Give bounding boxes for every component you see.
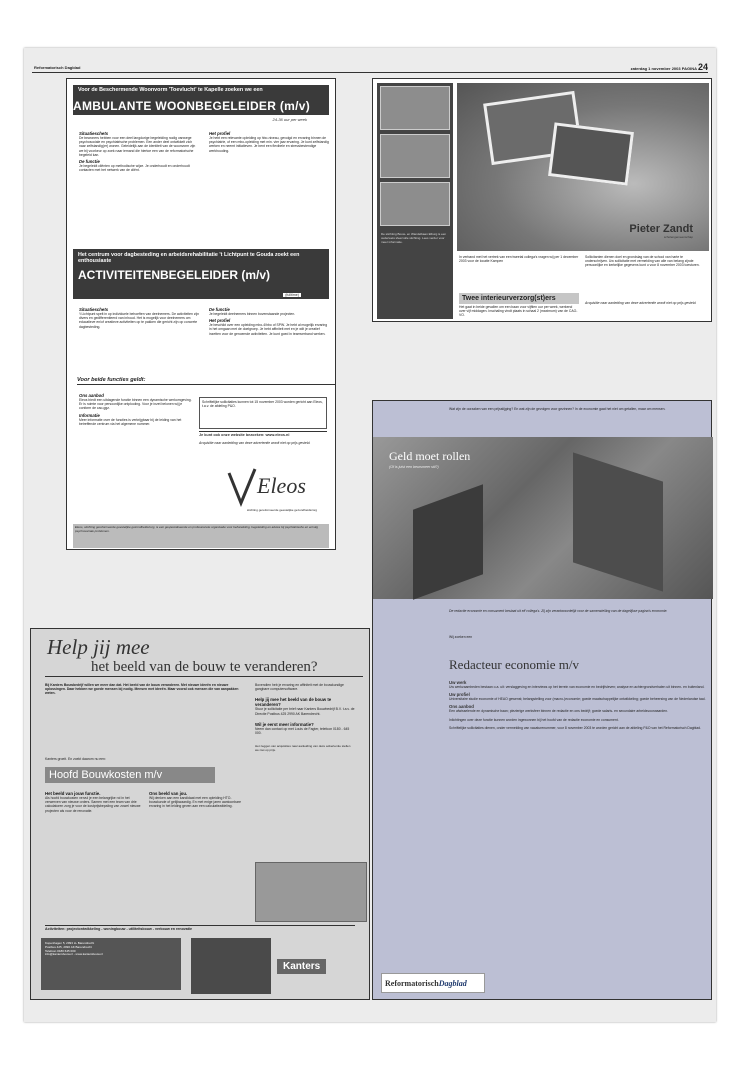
photo-subtitle: (Of is juist een beursmeer stil?) [389, 465, 439, 469]
ad-intro: Voor de Beschermende Woonvorm 'Toevlucht' te Kapelle zoeken we een [73, 85, 329, 107]
vacancy-details [449, 677, 707, 730]
section-heading: Het profiel [209, 318, 231, 324]
caption-right: In verband met het vertrek van een tweetal collega's vragen wij per 1 december 2003 voor de locatie Kampen [459, 255, 579, 264]
section-text: Neem dan contact op met Louis de Fagter, telefoon 0180 - 645 000. [255, 726, 350, 736]
section-heading: Wil je eerst meer informatie? [255, 721, 314, 727]
left-col [79, 129, 199, 172]
section-text: Je begeleidt deelnemers binnen bovenstaande projecten. [209, 312, 296, 316]
activities-line: Activiteiten: projectontwikkeling - woningbouw - utiliteitsbouw - verbouw en renovatie [45, 925, 355, 931]
ad-intro-2: Het centrum voor dagbesteding en arbeidsrehabilitatie 't Lichtpunt te Gouda zoekt een enthousiaste [78, 252, 300, 264]
section-heading: De functie [79, 159, 100, 165]
section-text: Stuur je sollicitatie per brief naar Kanters Bouwbedrijf B.V. t.a.v. de Directie Postbus 425 2990 AK Barendrecht. [255, 707, 355, 716]
address-block: Kopenhagen 5, 2993 LL Barendrecht Postbus 425, 2990 AK Barendrecht Telefoon 0180 645 000 info@kantersbouw.nl - www.kantersbouw.nl [41, 938, 181, 990]
acquisition-note: Het zeggen van acquisities naar aanleiding van deze advertentie stellen we niet op prijs. [255, 744, 351, 753]
sub-headline: het beeld van de bouw te veranderen? [91, 659, 318, 675]
rd-lead: De redactie economie en consument bestaat uit elf collega's. Zij zijn verantwoordelijk voor de samenstelling van de dagelijkse pagina's economie. [449, 609, 668, 613]
eleos-v-icon [227, 467, 257, 507]
section-text: Meer informatie over de functies is verkrijgbaar bij de leiding van het betreffende centrum via het algemene nummer. [79, 417, 182, 426]
kanters-col-3 [255, 683, 355, 753]
website-link[interactable]: Je kunt ook onze website bezoeken: www.eleos.nl [199, 431, 327, 437]
section-text: De bewoners hebben voor een deel langdurige begeleiding nodig vanwege psychosociale en psychiatrische problemen. Een ander deel ontwikkelt zich naar zelfstandig(er) wonen. Geleidelijk aan de identiteit van de woonvorm zijn we bij voorkeur op zoek naar iemand die hiertoe een van de reformatorische begeleid kan. [79, 136, 196, 157]
kanters-ad [30, 628, 370, 1000]
section-text: Een afwisselende en dynamische baan; plezierige werksfeer binnen de redactie en ons bedrijf; goede salaris- en secundaire arbeidsvoorwaarden. [449, 709, 669, 714]
brand-logo: Pieter Zandt scholengemeenschap [629, 223, 693, 239]
page-number: 24 [697, 62, 708, 72]
vacancy-title: Hoofd Bouwkosten m/v [45, 767, 215, 783]
section-text: 't Lichtpunt spelt in op individuele behoeften van deelnemers. De activiteiten zijn divers en gedifferentieerd van inhoud. Het is mogelijk voor deelnemers om educatieve en/of creatieve activiteiten op te pakken die gericht zijn op concrete dagbesteding. [79, 312, 199, 329]
eleos-ad [66, 78, 336, 550]
page-date: zaterdag 1 november 2003 PAGINA 24 [630, 62, 708, 72]
acquisition-note: Acquisitie naar aanleiding van deze advertentie wordt niet op prijs gesteld. [585, 301, 697, 305]
right-col-2 [209, 305, 329, 336]
section-heading: Ons beeld van jou. [149, 791, 188, 796]
section-heading: Uw werk [449, 680, 467, 685]
body-text: Het gaat in beide gevallen om een baan voor vijftien uur per week, werkend over vijf middagen. Inschaling vindt plaats in schaal 2 (maximum) van de CAO-VO. [459, 305, 578, 318]
shelf-shape [413, 484, 483, 599]
section-text: Je begeleidt cliënten op methodische wijze. Je onderhoudt en onderhoudt contacten met het netwerk van de cliënt. [79, 164, 190, 173]
section-text: Universitaire studie economie of HEAO gewenst; belangstelling voor (macro-)economie; goede maatschappelijke ontwikkeling; goede beheersing van de Nederlandse taal. [449, 697, 706, 702]
we-seek: Wij zoeken een [449, 635, 473, 639]
thumbnail-photo [380, 86, 450, 130]
section-heading: Het profiel [209, 131, 231, 136]
section-heading: Het beeld van jouw functie. [45, 791, 101, 796]
body-text-2: Sollicitanten dienen doel en grondslag van de school van harte te onderschrijven. Uw sollicitatie met vermelding van alle van belang zijnde persoonlijke en kerkelijke gegevens kunt u voor 8 november 2003 toesturen. [585, 255, 700, 268]
right-col [209, 129, 329, 153]
section-heading: Help jij mee het beeld van de bouw te veranderen? [255, 697, 332, 708]
kanters-col-1 [45, 789, 141, 813]
section-heading: Situatieschets [79, 131, 109, 136]
rd-intro: Wat zijn de oorzaken van een prijsstijging? En wat zijn de gevolgen voor gezinnen? In de economie gaat het niet om getallen, maar om mensen. [449, 407, 666, 411]
section-text: Bovendien heb je ervaring en affiniteit met de bouwkundige gangbare computersoftware. [255, 683, 344, 692]
fulltime-label: (fulltime) [285, 293, 299, 297]
newspaper-page [24, 48, 716, 1022]
building-photo [255, 862, 367, 922]
supermarket-photo [373, 437, 713, 599]
ad-title: AMBULANTE WOONBEGELEIDER (m/v) [73, 99, 310, 113]
left-col-3 [79, 391, 193, 426]
section-heading: De functie [209, 307, 230, 312]
title-band-2 [73, 249, 329, 299]
growing-text: Kanters groeit. En zoekt daarom nu een: [45, 757, 106, 761]
caption-left: De stichting Bouw- en Wandelbaan Elburg is een ouderwets sfeervolle stichting. Lees verder voor meer informatie. [381, 232, 447, 244]
thumbnail-photo [380, 182, 450, 226]
reformatorisch-dagblad-ad [372, 400, 712, 1000]
shelf-shape [573, 452, 663, 591]
eleos-logo [227, 467, 337, 517]
photo-frame [548, 122, 634, 185]
rd-logo: ReformatorischDagblad [381, 973, 485, 993]
header-rule [32, 72, 708, 73]
ad-title-2: ACTIVITEITENBEGELEIDER (m/v) [78, 268, 271, 282]
photo-title: Geld moet rollen [389, 449, 471, 463]
headline: Help jij mee [47, 635, 150, 659]
logo-text: Eleos [257, 473, 306, 498]
section-heading: Uw profiel [449, 692, 470, 698]
photo-column [377, 83, 453, 319]
acquisition-note: Acquisitie naar aanleiding van deze advertentie wordt niet op prijs gesteld. [199, 441, 311, 445]
headline-rule [45, 676, 363, 677]
main-photo [457, 83, 709, 251]
section-text: Uw werkzaamheden bestaan o.a. uit: verslaggeving en interviews op het terrein van economie en bedrijfsleven; analyse en achtergrondverhalen uit binnen- en buitenland. [449, 685, 705, 689]
job-title: Twee interieurverzorg(st)ers [459, 293, 579, 304]
section-heading: Ons aanbod [79, 393, 104, 398]
kanters-logo: Kanters [277, 959, 326, 974]
both-functions-heading: Voor beide functies geldt: [77, 377, 335, 385]
application-box: Schriftelijke sollicitaties kunnen tot 15 november 2003 worden gericht aan Eleos, t.a.v. de afdeling P&O. [199, 397, 327, 429]
info-text: Inlichtingen over deze functie kunnen worden ingewonnen bij het hoofd van de redactie economie en consument. [449, 717, 619, 722]
section-text: Eleos biedt een uitdagende functie binnen een dynamische werkomgeving. Er is ruimte voor persoonlijke ontplooiing. Voor je inzet belonen wij je conform de cao-ggz. [79, 398, 192, 411]
hours: 24-36 uur per week [272, 117, 307, 122]
pieter-zandt-ad [372, 78, 712, 322]
section-text: Wij denken aan een kandidaat met een opleiding HTO-bouwkunde of gelijkwaardig. En met enige jaren aantoonbare ervaring in het leiding geven aan een calculatieafdeling. [149, 796, 241, 809]
kanters-col-2 [149, 789, 245, 809]
intro-text: Bij Kanters Bouwbedrijf willen we meer dan dat. Het beeld van de bouw veranderen. Met nieuwe ideeën en nieuwe oplossingen. Daar hebben we goede mensen bij nodig. Mensen met ideeën. Maar vooral ook mensen die van aanpakken weten. [45, 683, 239, 696]
left-col-2 [79, 305, 199, 329]
section-heading: Ons aanbod [449, 704, 474, 710]
application-text: Schriftelijke sollicitaties dienen, onder vermelding van vacaturenummer, voor 8 november 2003 te worden gericht aan de afdeling P&O van het Reformatorisch Dagblad. [449, 725, 701, 730]
vacancy-title: Redacteur economie m/v [449, 657, 579, 672]
section-text: Je hebt een relevante opleiding op hbo-niveau, gevolgd en ervaring binnen de psychiatrie, of een mbo-opleiding met min. vier jaar ervaring. Je kunt zelfstandig werken en neemt initiatieven. Je bent een flexibele en stressbestendige werkhouding. [209, 136, 329, 153]
section-heading: Informatie [79, 412, 100, 418]
logo-subtitle: stichting gereformeerde geestelijke gezondheidszorg [246, 508, 318, 512]
building-photo-2 [191, 938, 271, 994]
section-heading: Situatieschets [79, 307, 109, 312]
ad-footer: Eleos, stichting gereformeerde geestelijke gezondheidszorg, is een gespecialiseerde en professionele organisatie voor behandeling, begeleiding en advies bij psychiatrische en ernstig psychosociale problemen. [73, 524, 329, 548]
thumbnail-photo [380, 134, 450, 178]
section-text: Je beschikt over een opleiding mbo-4/hbo of SPW. Je hebt al mogelijk ervaring in het omgaan met de doelgroep. Je hebt affiniteit met en je wilt je creatief inzetten voor de genoemde activiteiten. Je kunt goed in teamverband werken. [209, 323, 328, 336]
section-text: Als hoofd bouwkosten vervul je een belangrijke rol in het verwerven van nieuwe orders. Samen met een team van drie calculatoren zorg je voor de kostprijsbepaling van zowel nieuwe projecten als voor de renovatie. [45, 796, 141, 813]
newspaper-name: Reformatorisch Dagblad [34, 65, 81, 70]
